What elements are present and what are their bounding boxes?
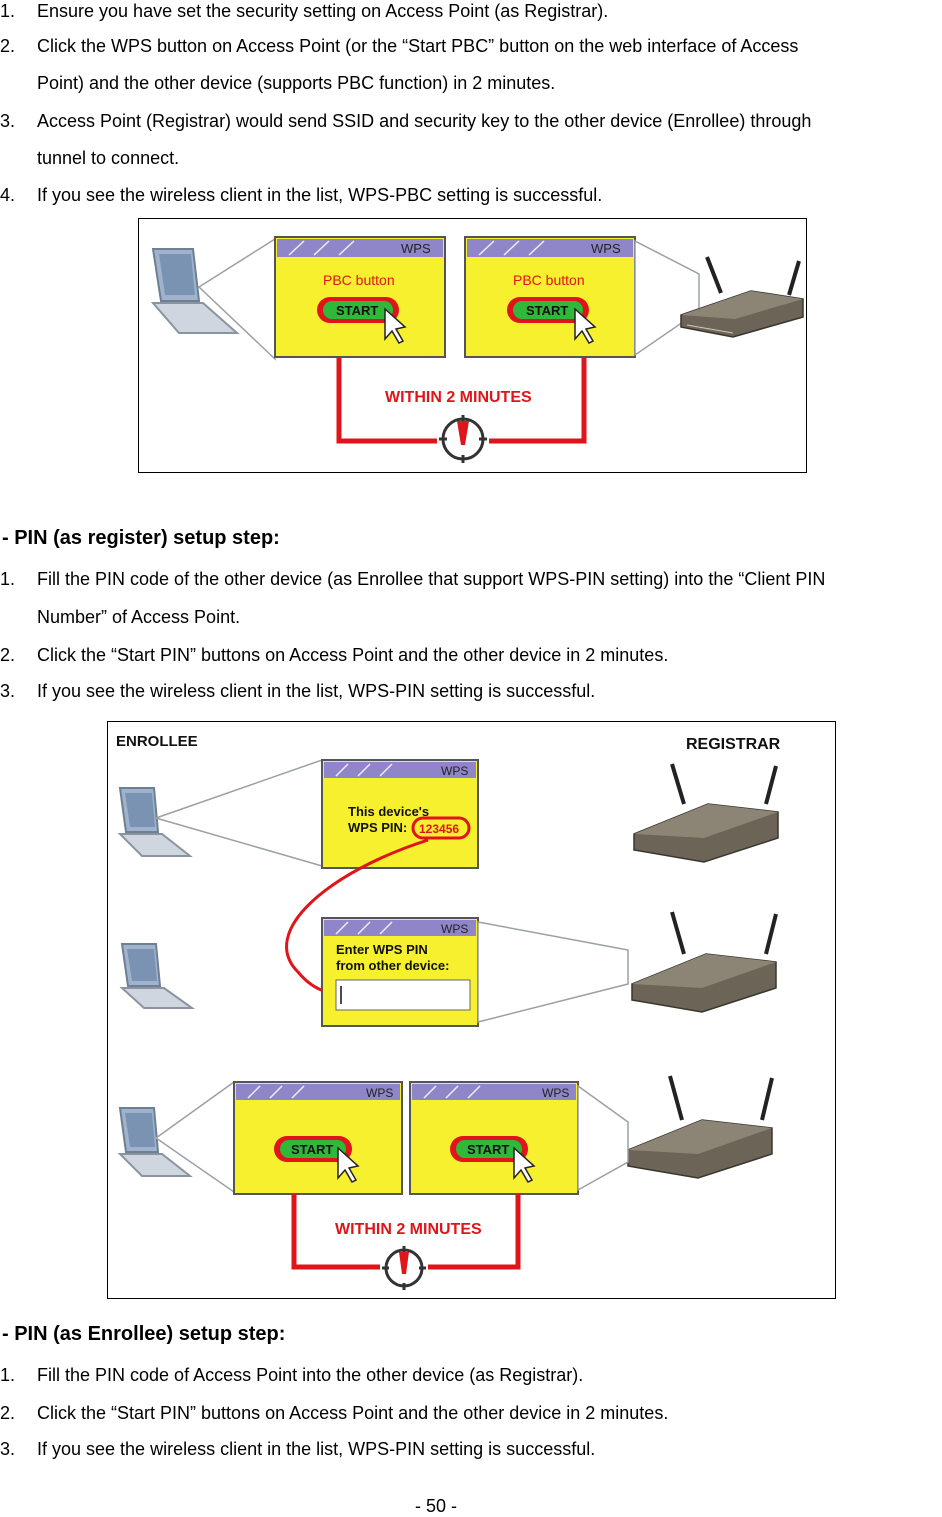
step-number: 3.: [0, 681, 16, 701]
start-button-label: START: [526, 303, 569, 318]
wps-title: WPS: [441, 922, 469, 936]
step-text: Click the WPS button on Access Point (or the “Start PBC” button on the web interface of Access: [37, 36, 799, 56]
start-button-label: START: [336, 303, 379, 318]
step-number: 4.: [0, 185, 16, 205]
start-button-label: START: [291, 1142, 334, 1157]
pbc-button-label: PBC button: [513, 272, 585, 288]
step-text: Ensure you have set the security setting on Access Point (as Registrar).: [37, 1, 609, 21]
registrar-label: REGISTRAR: [686, 736, 781, 753]
step-number: 3.: [0, 111, 16, 131]
wps-window: [322, 918, 478, 1026]
wps-title: WPS: [401, 241, 431, 256]
step-number: 2.: [0, 1403, 16, 1423]
wps-window: [410, 1082, 578, 1194]
step-text: Click the “Start PIN” buttons on Access Point and the other device in 2 minutes.: [37, 645, 669, 665]
within-2-minutes-label: WITHIN 2 MINUTES: [335, 1221, 482, 1238]
step-text: Click the “Start PIN” buttons on Access Point and the other device in 2 minutes.: [37, 1403, 669, 1423]
step-text: Point) and the other device (supports PBC function) in 2 minutes.: [37, 73, 556, 93]
enrollee-label: ENROLLEE: [116, 733, 198, 750]
step-number: 1.: [0, 1365, 16, 1385]
section-heading: - PIN (as register) setup step:: [2, 527, 280, 549]
step-text: If you see the wireless client in the list, WPS-PBC setting is successful.: [37, 185, 603, 205]
pbc-button-label: PBC button: [323, 272, 395, 288]
pin-diagram: [107, 721, 836, 1299]
enter-pin-caption: from other device:: [336, 958, 450, 973]
enter-pin-caption: Enter WPS PIN: [336, 942, 428, 957]
start-button-label: START: [467, 1142, 510, 1157]
pbc-diagram: [138, 218, 807, 473]
router-icon: [634, 764, 778, 862]
step-number: 1.: [0, 569, 16, 589]
step-number: 2.: [0, 36, 16, 56]
wps-window: [275, 237, 445, 357]
step-text: If you see the wireless client in the list, WPS-PIN setting is successful.: [37, 681, 596, 701]
wps-title: WPS: [542, 1086, 570, 1100]
clock-icon: [439, 415, 487, 463]
laptop-icon: [122, 944, 192, 1008]
wps-title: WPS: [441, 764, 469, 778]
within-2-minutes-label: WITHIN 2 MINUTES: [385, 389, 532, 406]
step-text: Access Point (Registrar) would send SSID and security key to the other device (Enrollee) through: [37, 111, 812, 131]
wps-window: [465, 237, 635, 357]
step-number: 1.: [0, 1, 16, 21]
step-text: Number” of Access Point.: [37, 607, 241, 627]
router-icon: [628, 1076, 772, 1178]
page-number: - 50 -: [414, 1496, 457, 1516]
wps-window: [234, 1082, 402, 1194]
step-text: Fill the PIN code of Access Point into the other device (as Registrar).: [37, 1365, 584, 1385]
step-text: If you see the wireless client in the list, WPS-PIN setting is successful.: [37, 1439, 596, 1459]
device-pin-caption: WPS PIN:: [348, 820, 408, 835]
step-text: tunnel to connect.: [37, 148, 180, 168]
clock-icon: [382, 1246, 426, 1290]
wps-window: [322, 760, 478, 868]
step-text: Fill the PIN code of the other device (as Enrollee that support WPS-PIN setting) into the “Client PIN: [37, 569, 826, 589]
pin-value: 123456: [419, 822, 460, 836]
wps-title: WPS: [366, 1086, 394, 1100]
step-number: 2.: [0, 645, 16, 665]
section-heading: - PIN (as Enrollee) setup step:: [2, 1323, 286, 1345]
router-icon: [632, 912, 776, 1012]
step-number: 3.: [0, 1439, 16, 1459]
device-pin-caption: This device's: [348, 804, 430, 819]
wps-title: WPS: [591, 241, 621, 256]
